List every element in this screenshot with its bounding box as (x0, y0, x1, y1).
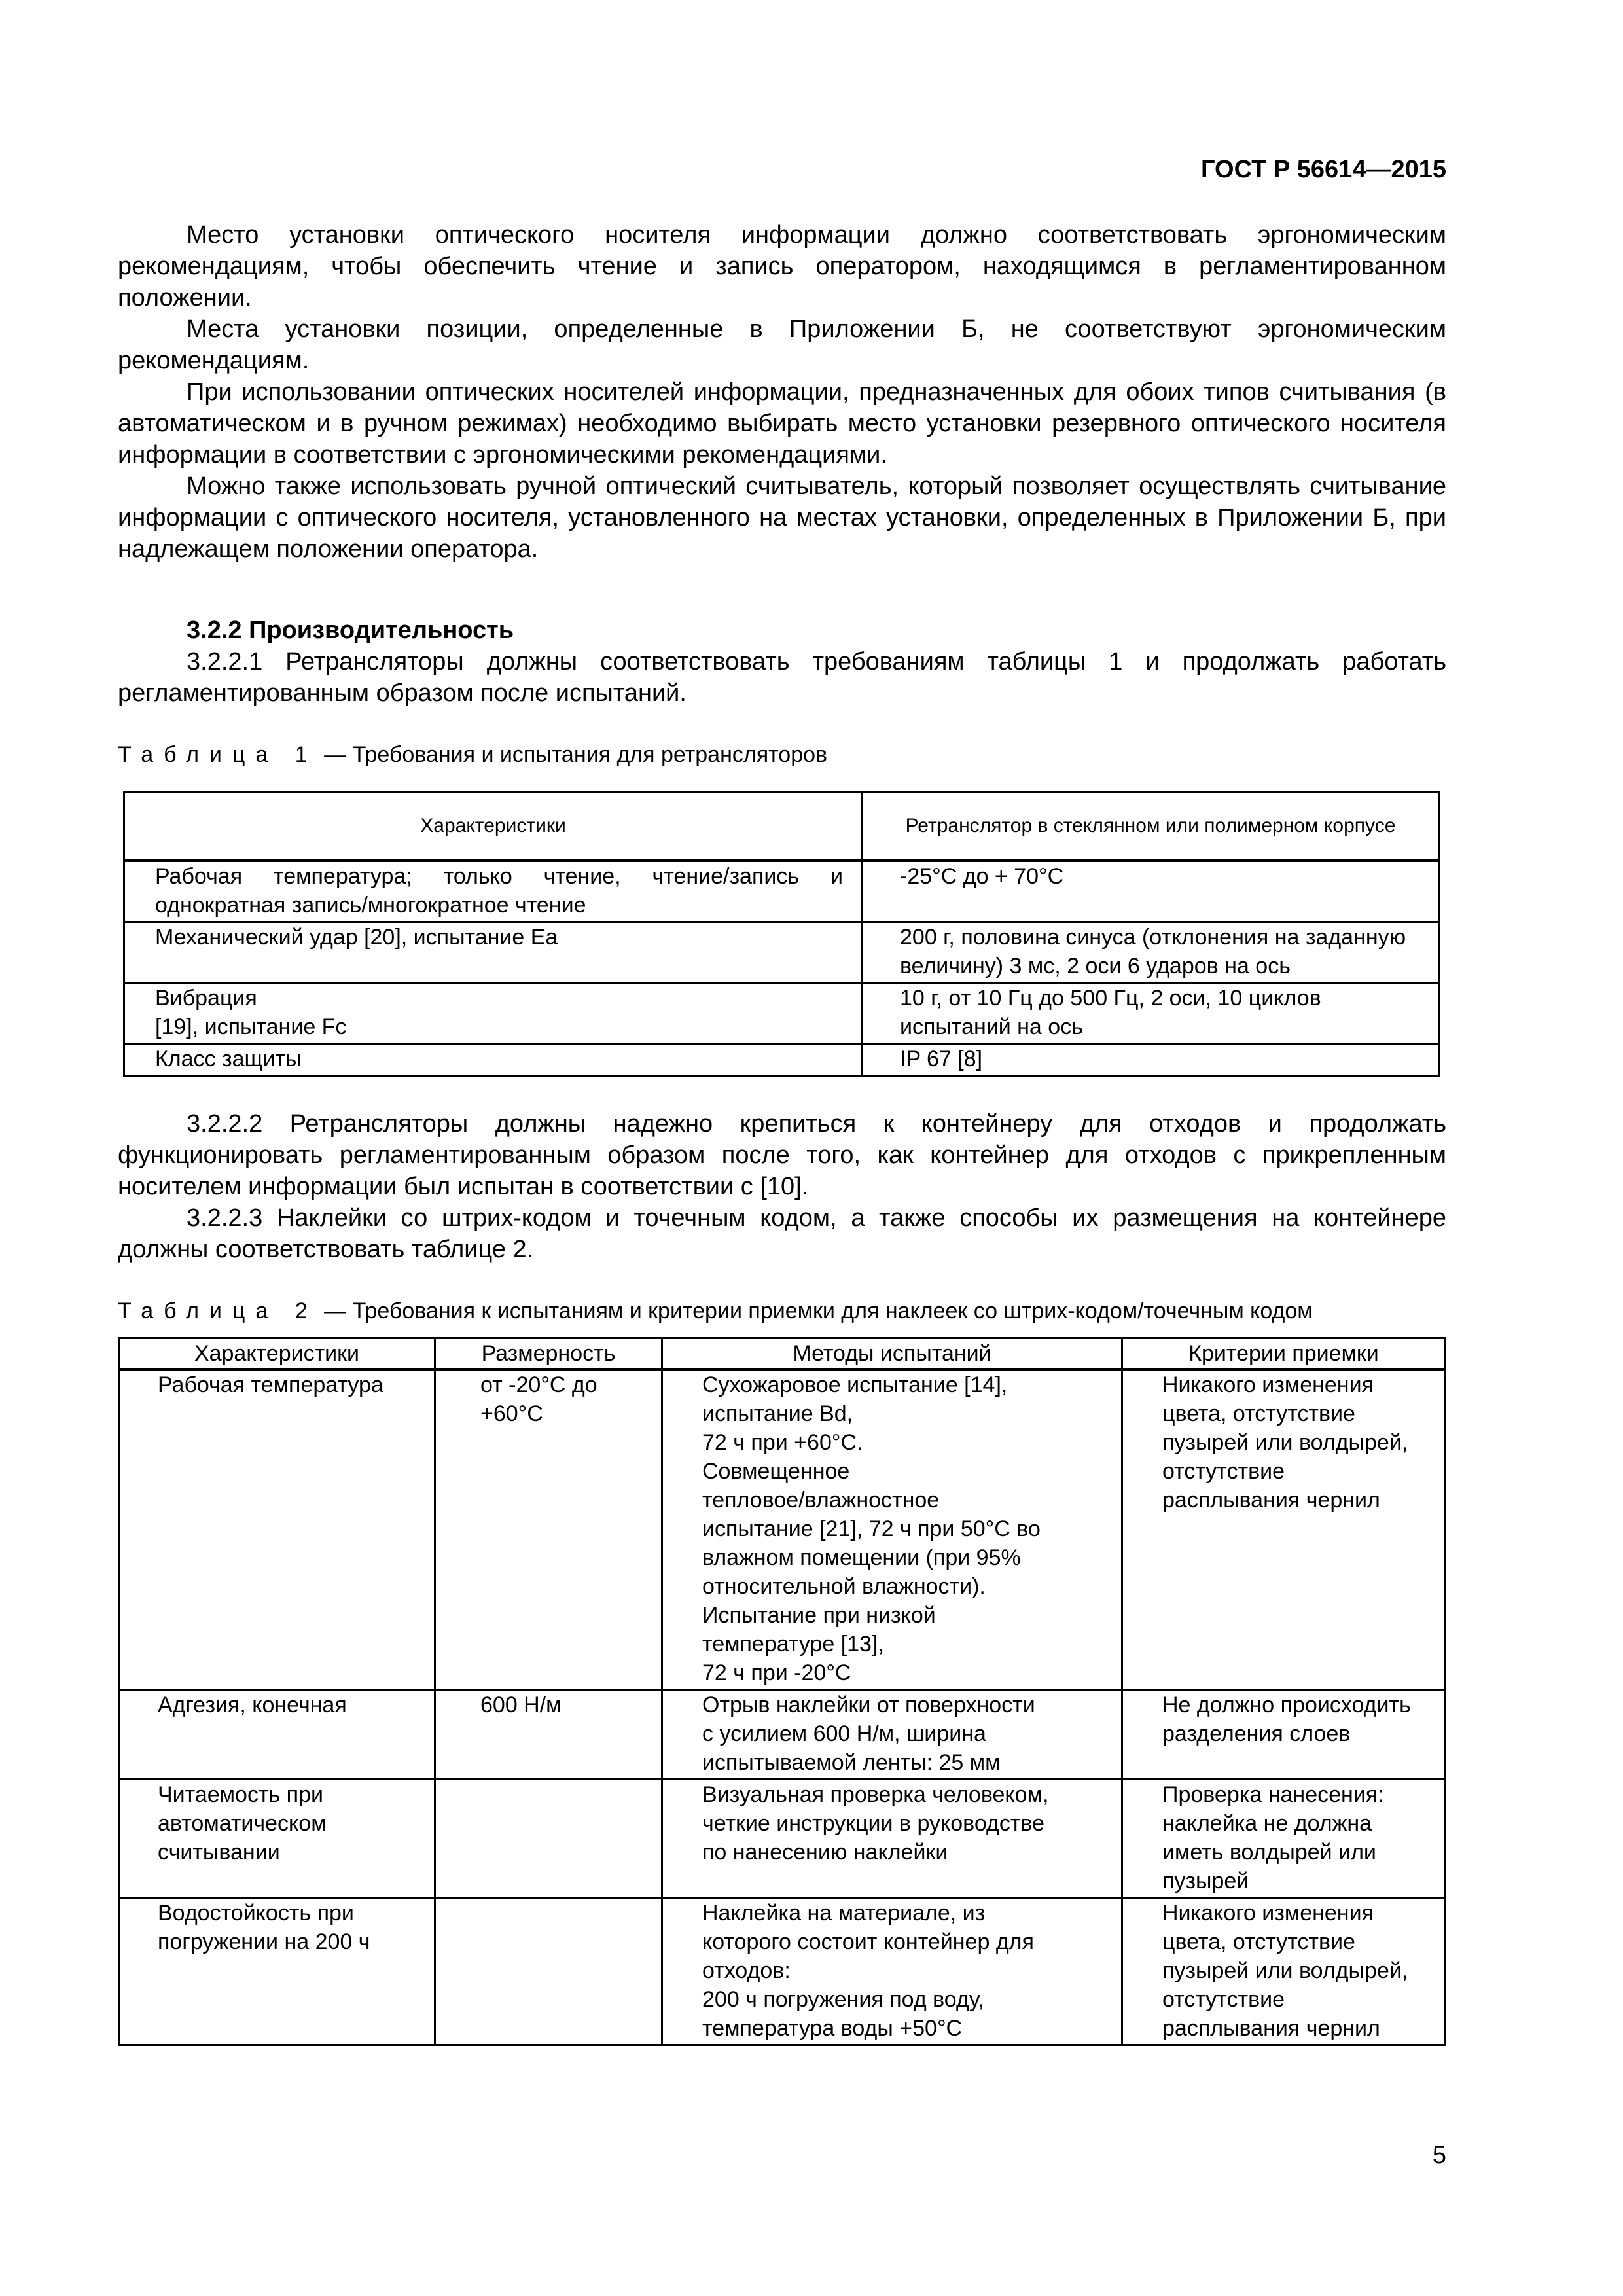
table-cell: Визуальная проверка человеком, четкие инструкции в руководстве по нанесению наклейки (662, 1780, 1122, 1898)
table1 (123, 791, 1440, 1077)
table-cell: Отрыв наклейки от поверхности с усилием 600 Н/м, ширина испытываемой ленты: 25 мм (662, 1690, 1122, 1780)
section-heading: 3.2.2 Производительность (187, 617, 514, 644)
table-cell: 600 Н/м (435, 1690, 662, 1780)
page-number: 5 (1432, 2142, 1446, 2169)
table-cell: Сухожаровое испытание [14], испытание Bd, 72 ч при +60°С. Совмещенное тепловое/влажностное испытание [21], 72 ч при 50°С во влажном помещении (при 95% относительной влажности). Испытание при низкой температуре [13], 72 ч при -20°С (662, 1369, 1122, 1690)
table-row (119, 1898, 1446, 2045)
table-cell: 10 г, от 10 Гц до 500 Гц, 2 оси, 10 циклов испытаний на ось (863, 983, 1439, 1044)
table-cell: 200 г, половина синуса (отклонения на заданную величину) 3 мс, 2 оси 6 ударов на ось (863, 922, 1439, 983)
table-cell (435, 1898, 662, 2045)
table-cell (435, 1780, 662, 1898)
table-cell: Наклейка на материале, из которого состоит контейнер для отходов: 200 ч погружения под воду, температура воды +50°С (662, 1898, 1122, 2045)
table-cell: Водостойкость при погружении на 200 ч (119, 1898, 435, 2045)
table-cell: Проверка нанесения: наклейка не должна иметь волдырей или пузырей (1122, 1780, 1446, 1898)
document-body (118, 219, 1446, 2046)
table-cell: Читаемость при автоматическом считывании (119, 1780, 435, 1898)
table-row (124, 1044, 1439, 1076)
table-row (124, 922, 1439, 983)
table-cell: IP 67 [8] (863, 1044, 1439, 1076)
table-cell: Не должно происходить разделения слоев (1122, 1690, 1446, 1780)
table-header-cell: Критерии приемки (1122, 1338, 1446, 1370)
table-cell: -25°С до + 70°С (863, 861, 1439, 922)
table-cell: Вибрация [19], испытание Fc (124, 983, 863, 1044)
table-row (119, 1369, 1446, 1690)
table-header-cell: Характеристики (119, 1338, 435, 1370)
table-cell: Рабочая температура (119, 1369, 435, 1690)
table-cell: Никакого изменения цвета, отстутствие пузырей или волдырей, отстутствие расплывания чернил (1122, 1369, 1446, 1690)
table-cell: Рабочая температура; только чтение, чтение/запись и однократная запись/многократное чтение (124, 861, 863, 922)
paragraph: 3.2.2.1 Ретрансляторы должны соответствовать требованиям таблицы 1 и продолжать работать регламентированным образом после испытаний. (118, 648, 1446, 707)
table1-caption (118, 740, 1446, 769)
table-header-cell: Методы испытаний (662, 1338, 1122, 1370)
table1-caption-label: Таблица 1 (118, 742, 318, 767)
table-cell: от -20°С до +60°С (435, 1369, 662, 1690)
paragraph: Можно также использовать ручной оптический считыватель, который позволяет осуществлять считывание информации с оптического носителя, установленного на местах установки, определенных в Приложении Б, при надлежащем положении оператора. (118, 473, 1446, 563)
table-header-row (124, 793, 1439, 861)
table-cell: Класс защиты (124, 1044, 863, 1076)
table-header-cell: Ретранслятор в стеклянном или полимерном корпусе (863, 793, 1439, 861)
table-row (124, 983, 1439, 1044)
table-cell: Адгезия, конечная (119, 1690, 435, 1780)
table-row (124, 861, 1439, 922)
table2-caption-label: Таблица 2 (118, 1299, 318, 1323)
table-header-cell: Размерность (435, 1338, 662, 1370)
document-code: ГОСТ Р 56614—2015 (1201, 156, 1446, 183)
table-cell: Механический удар [20], испытание Еа (124, 922, 863, 983)
table-row (119, 1690, 1446, 1780)
table1-caption-text: — Требования и испытания для ретрансляторов (324, 742, 828, 767)
paragraph: Места установки позиции, определенные в Приложении Б, не соответствуют эргономическим рекомендациям. (118, 315, 1446, 374)
table-header-row (119, 1338, 1446, 1370)
table2-caption-text: — Требования к испытаниям и критерии приемки для наклеек со штрих-кодом/точечным кодом (324, 1299, 1313, 1323)
table2 (118, 1337, 1446, 2046)
table-row (119, 1780, 1446, 1898)
table-cell: Никакого изменения цвета, отстутствие пузырей или волдырей, отстутствие расплывания чернил (1122, 1898, 1446, 2045)
paragraph: При использовании оптических носителей информации, предназначенных для обоих типов считывания (в автоматическом и в ручном режимах) необходимо выбирать место установки резервного оптического носителя информации в соответствии с эргономическими рекомендациями. (118, 378, 1446, 469)
table2-caption (118, 1297, 1446, 1325)
table-header-cell: Характеристики (124, 793, 863, 861)
paragraph: Место установки оптического носителя информации должно соответствовать эргономическим рекомендациям, чтобы обеспечить чтение и запись оператором, находящимся в регламентированном положении. (118, 221, 1446, 312)
paragraph: 3.2.2.3 Наклейки со штрих-кодом и точечным кодом, а также способы их размещения на контейнере должны соответствовать таблице 2. (118, 1204, 1446, 1263)
paragraph: 3.2.2.2 Ретрансляторы должны надежно крепиться к контейнеру для отходов и продолжать функционировать регламентированным образом после того, как контейнер для отходов с прикрепленным носителем информации был испытан в соответствии с [10]. (118, 1110, 1446, 1200)
